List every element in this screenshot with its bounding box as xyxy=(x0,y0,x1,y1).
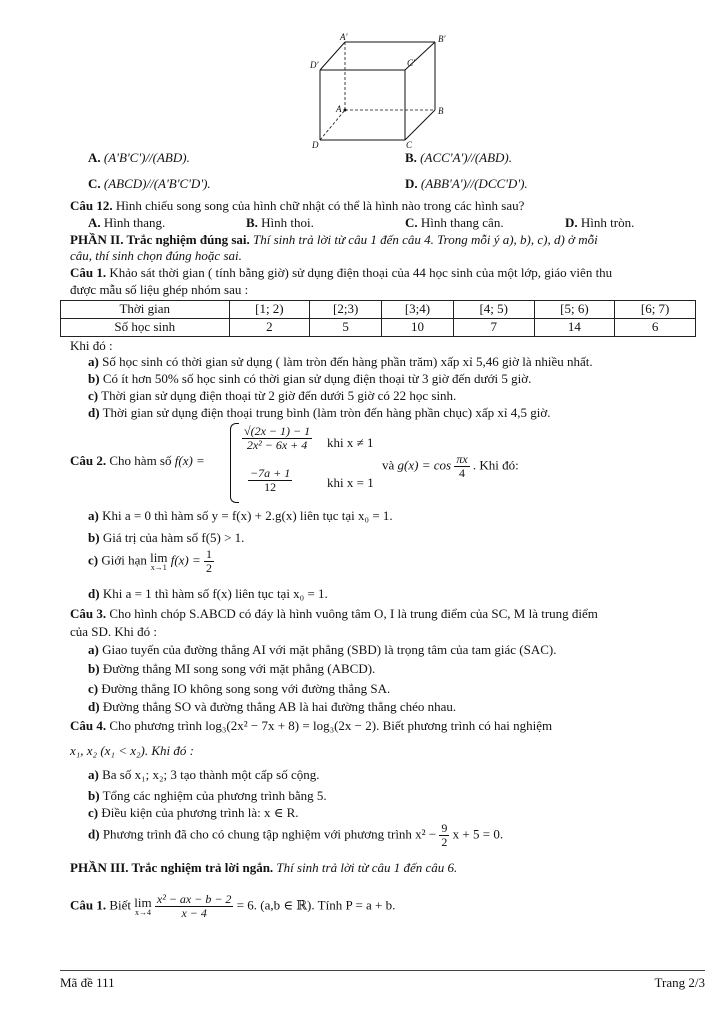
label-B: B xyxy=(438,106,444,116)
table-row xyxy=(61,301,696,319)
p2q1-stem-2: được mẫu số liệu ghép nhóm sau : xyxy=(70,282,249,297)
table-cell: [3;4) xyxy=(382,301,454,319)
part2-title: PHẦN II. Trắc nghiệm đúng sai. Thí sinh trả lời từ câu 1 đến câu 4. Trong mỗi ý a), b), c), d) ở mỗi xyxy=(70,232,598,247)
p2q2-item-c: c) Giới hạn lim x→1 f(x) = $\frac{1}{2}$ xyxy=(88,547,213,576)
table-cell: 14 xyxy=(534,319,615,337)
table-cell: [1; 2) xyxy=(229,301,310,319)
part3-title: PHẦN III. Trắc nghiệm trả lời ngắn. Thí sinh trả lời từ câu 1 đến câu 6. xyxy=(70,860,458,875)
p2q3-item-c: c) Đường thẳng IO không song song với đường thẳng SA. xyxy=(88,681,391,696)
table-cell: [5; 6) xyxy=(534,301,615,319)
p2q2-item-a: a) Khi a = 0 thì hàm số y = f(x) + 2.g(x) liên tục tại x₀ = 1. xyxy=(88,508,393,523)
p3q1-stem: Câu 1. Biết lim x→4 $\frac{\text{x² − ax − b − 2}}{x - 4}$ = 6. (a,b ∈ ℝ). Tính P = a + b. xyxy=(70,892,396,921)
label-A: A xyxy=(336,104,342,114)
q11-option-c: C. (ABCD)//(A'B'C'D'). xyxy=(88,176,211,191)
label-C1: C' xyxy=(407,58,415,68)
table-cell: 5 xyxy=(310,319,382,337)
p2q3-item-b: b) Đường thẳng MI song song với mặt phẳng (ABCD). xyxy=(88,661,376,676)
table-cell: [6; 7) xyxy=(615,301,696,319)
p2q4-item-d: d) Phương trình đã cho có chung tập nghiệm với phương trình x² − $\frac{9}{2}$ x + 5 = 0. xyxy=(88,821,504,850)
page-number: Trang 2/3 xyxy=(654,975,705,990)
p2q3-stem-2: của SD. Khi đó : xyxy=(70,624,158,639)
g-definition: và g(x) = cos $\frac{\pi x}{4}$ . Khi đó: xyxy=(382,452,519,481)
p2q3-item-a: a) Giao tuyến của đường thẳng AI với mặt phẳng (SBD) là trọng tâm của tam giác (SAC). xyxy=(88,642,557,657)
case1-condition: khi x ≠ 1 xyxy=(327,435,374,450)
label-B1: B' xyxy=(438,34,446,44)
cube-figure xyxy=(300,30,470,150)
table-head: Số học sinh xyxy=(61,319,230,337)
table-row xyxy=(61,319,696,337)
case2-fraction: $\frac{-7a + 1}{12}$ xyxy=(250,466,291,495)
table-cell: [4; 5) xyxy=(453,301,534,319)
p2q1-item-d: d) Thời gian sử dụng điện thoại trung bình (làm tròn đến hàng phần chục) xấp xỉ 4,5 giờ. xyxy=(88,405,551,420)
p2q3-stem: Câu 3. Cho hình chóp S.ABCD có đáy là hình vuông tâm O, I là trung điểm của SC, M là trung điểm xyxy=(70,606,598,621)
q12-option-a: A. Hình thang. xyxy=(88,215,166,230)
p2q1-stem: Câu 1. Khảo sát thời gian ( tính bằng giờ) sử dụng điện thoại của 44 học sinh của một lớp, giáo viên thu xyxy=(70,265,613,280)
p2q1-khido: Khi đó : xyxy=(70,338,113,353)
label-D: D xyxy=(312,140,319,150)
label-C: C xyxy=(406,140,413,150)
p2q4-stem-2: x₁, x₂ (x₁ < x₂). Khi đó : xyxy=(70,743,194,758)
part2-instruction: câu, thí sinh chọn đúng hoặc sai. xyxy=(70,248,242,263)
label-D1: D' xyxy=(310,60,319,70)
p2q1-item-b: b) Có ít hơn 50% số học sinh có thời gian sử dụng điện thoại từ 3 giờ đến dưới 5 giờ. xyxy=(88,371,532,386)
case2-condition: khi x = 1 xyxy=(327,475,374,490)
footer-divider xyxy=(60,970,705,971)
case1-fraction: $\frac{√(2x - 1) - 1}{\text{2x² − 6x + 4}}$ xyxy=(244,424,311,453)
q11-option-d: D. (ABB'A')//(DCC'D'). xyxy=(405,176,528,191)
q11-option-b: B. (ACC'A')//(ABD). xyxy=(405,150,513,165)
p2q3-item-d: d) Đường thẳng SO và đường thẳng AB là hai đường thẳng chéo nhau. xyxy=(88,699,457,714)
q12-stem: Câu 12. Hình chiếu song song của hình chữ nhật có thể là hình nào trong các hình sau? xyxy=(70,198,525,213)
q12-option-c: C. Hình thang cân. xyxy=(405,215,504,230)
frequency-table xyxy=(60,300,696,337)
table-cell: 7 xyxy=(453,319,534,337)
p2q2-item-b: b) Giá trị của hàm số f(5) > 1. xyxy=(88,530,245,545)
p2q1-item-c: c) Thời gian sử dụng điện thoại từ 2 giờ đến dưới 5 giờ có 22 học sinh. xyxy=(88,388,457,403)
p2q4-stem: Câu 4. Cho phương trình log₃(2x² − 7x + 8) = log₃(2x − 2). Biết phương trình có hai nghiệm xyxy=(70,718,553,733)
p2q4-item-a: a) Ba số x₁; x₂; 3 tạo thành một cấp số cộng. xyxy=(88,767,320,782)
q11-option-a: A. (A'B'C')//(ABD). xyxy=(88,150,190,165)
q12-option-b: B. Hình thoi. xyxy=(246,215,314,230)
table-cell: 6 xyxy=(615,319,696,337)
label-A1: A' xyxy=(340,32,348,42)
table-cell: [2;3) xyxy=(310,301,382,319)
table-cell: 2 xyxy=(229,319,310,337)
table-head: Thời gian xyxy=(61,301,230,319)
exam-code: Mã đề 111 xyxy=(60,975,115,990)
piecewise-brace xyxy=(230,423,239,503)
p2q2-stem: Câu 2. Cho hàm số f(x) = $\frac{√(2x - 1) - 1}{\text{2x² − 6x + 4}}$ khi x ≠ 1 $\frac{-7a + 1}{12}$ khi x = 1 và g(x) = cos $\frac{\pi x}{4}$ . Khi đó: xyxy=(70,423,710,503)
table-cell: 10 xyxy=(382,319,454,337)
p2q4-item-c: c) Điều kiện của phương trình là: x ∈ R. xyxy=(88,805,299,820)
p2q4-item-b: b) Tổng các nghiệm của phương trình bằng 5. xyxy=(88,788,327,803)
q12-option-d: D. Hình tròn. xyxy=(565,215,635,230)
p2q1-item-a: a) Số học sinh có thời gian sử dụng ( làm tròn đến hàng phần trăm) xấp xỉ 5,46 giờ là nhiều nhất. xyxy=(88,354,593,369)
p2q2-item-d: d) Khi a = 1 thì hàm số f(x) liên tục tại x₀ = 1. xyxy=(88,586,328,601)
